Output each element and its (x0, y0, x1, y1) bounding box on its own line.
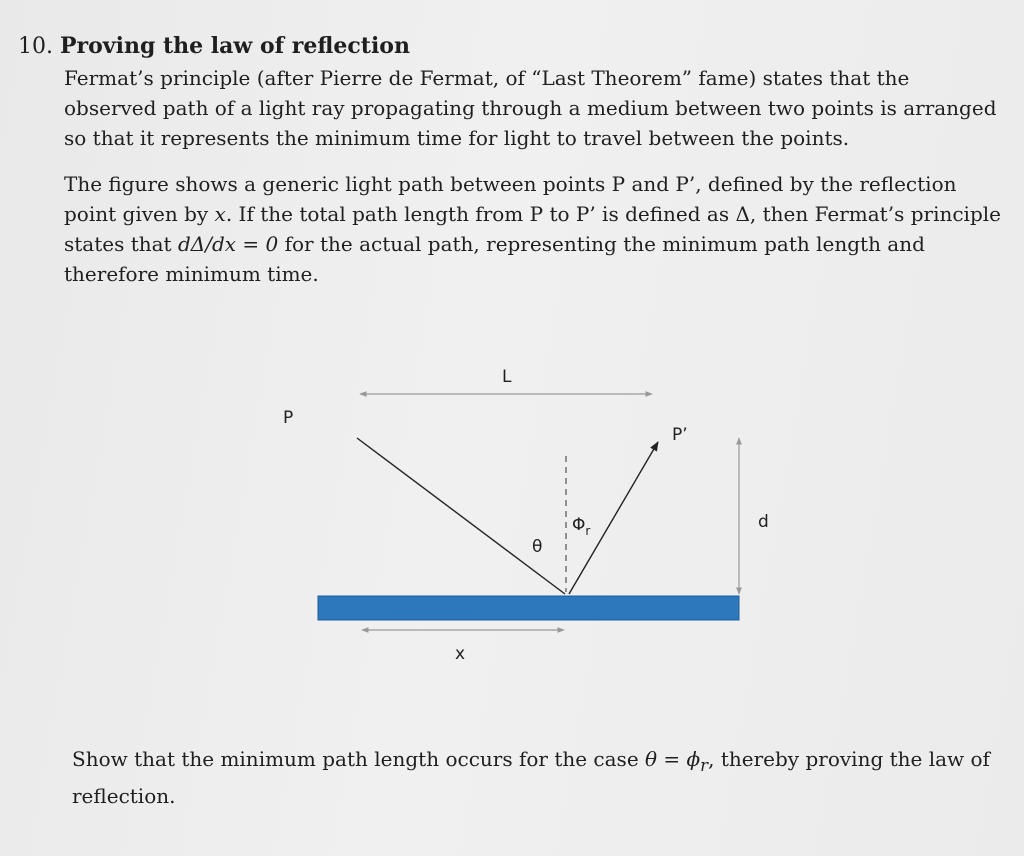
question-condition (645, 747, 709, 775)
label-phi-subscript: r (585, 524, 591, 538)
label-d: d (758, 512, 769, 532)
label-theta: θ (532, 537, 543, 557)
math-variable-x: x (214, 202, 226, 226)
problem-number: 10. (18, 34, 53, 59)
incident-ray (357, 438, 565, 594)
label-phi-r (572, 515, 590, 538)
label-L: L (502, 367, 512, 387)
condition-subscript: r (700, 756, 709, 775)
problem-title: Proving the law of reflection (60, 33, 410, 59)
label-P-prime: P’ (672, 425, 688, 445)
question-part2: , thereby proving the law of reflection. (72, 747, 990, 808)
mirror-surface (318, 596, 739, 620)
label-phi: Φ (572, 515, 586, 535)
paragraph-text: . If the total path length from P to P’ is defined as Δ, then Fermat’s principle states that (64, 202, 1001, 256)
label-P: P (283, 408, 294, 428)
paragraph-text: for the actual path, representing the minimum path length and therefore minimum time. (64, 232, 925, 286)
condition-main: θ = ϕ (645, 747, 701, 771)
math-derivative: dΔ/dx = 0 (177, 232, 279, 256)
question-part1: Show that the minimum path length occurs for the case (72, 747, 646, 771)
label-x: x (455, 644, 466, 664)
paragraph-fermat-principle: Fermat’s principle (after Pierre de Fermat, of “Last Theorem” fame) states that the observed path of a light ray propagating through a medium between two points is arranged so that it represents the minimum time for light to travel between the points. (64, 66, 997, 150)
question-text (72, 744, 992, 811)
paragraph-text: The figure shows a generic light path between points P and P’, defined by the reflection point given by (64, 172, 957, 226)
